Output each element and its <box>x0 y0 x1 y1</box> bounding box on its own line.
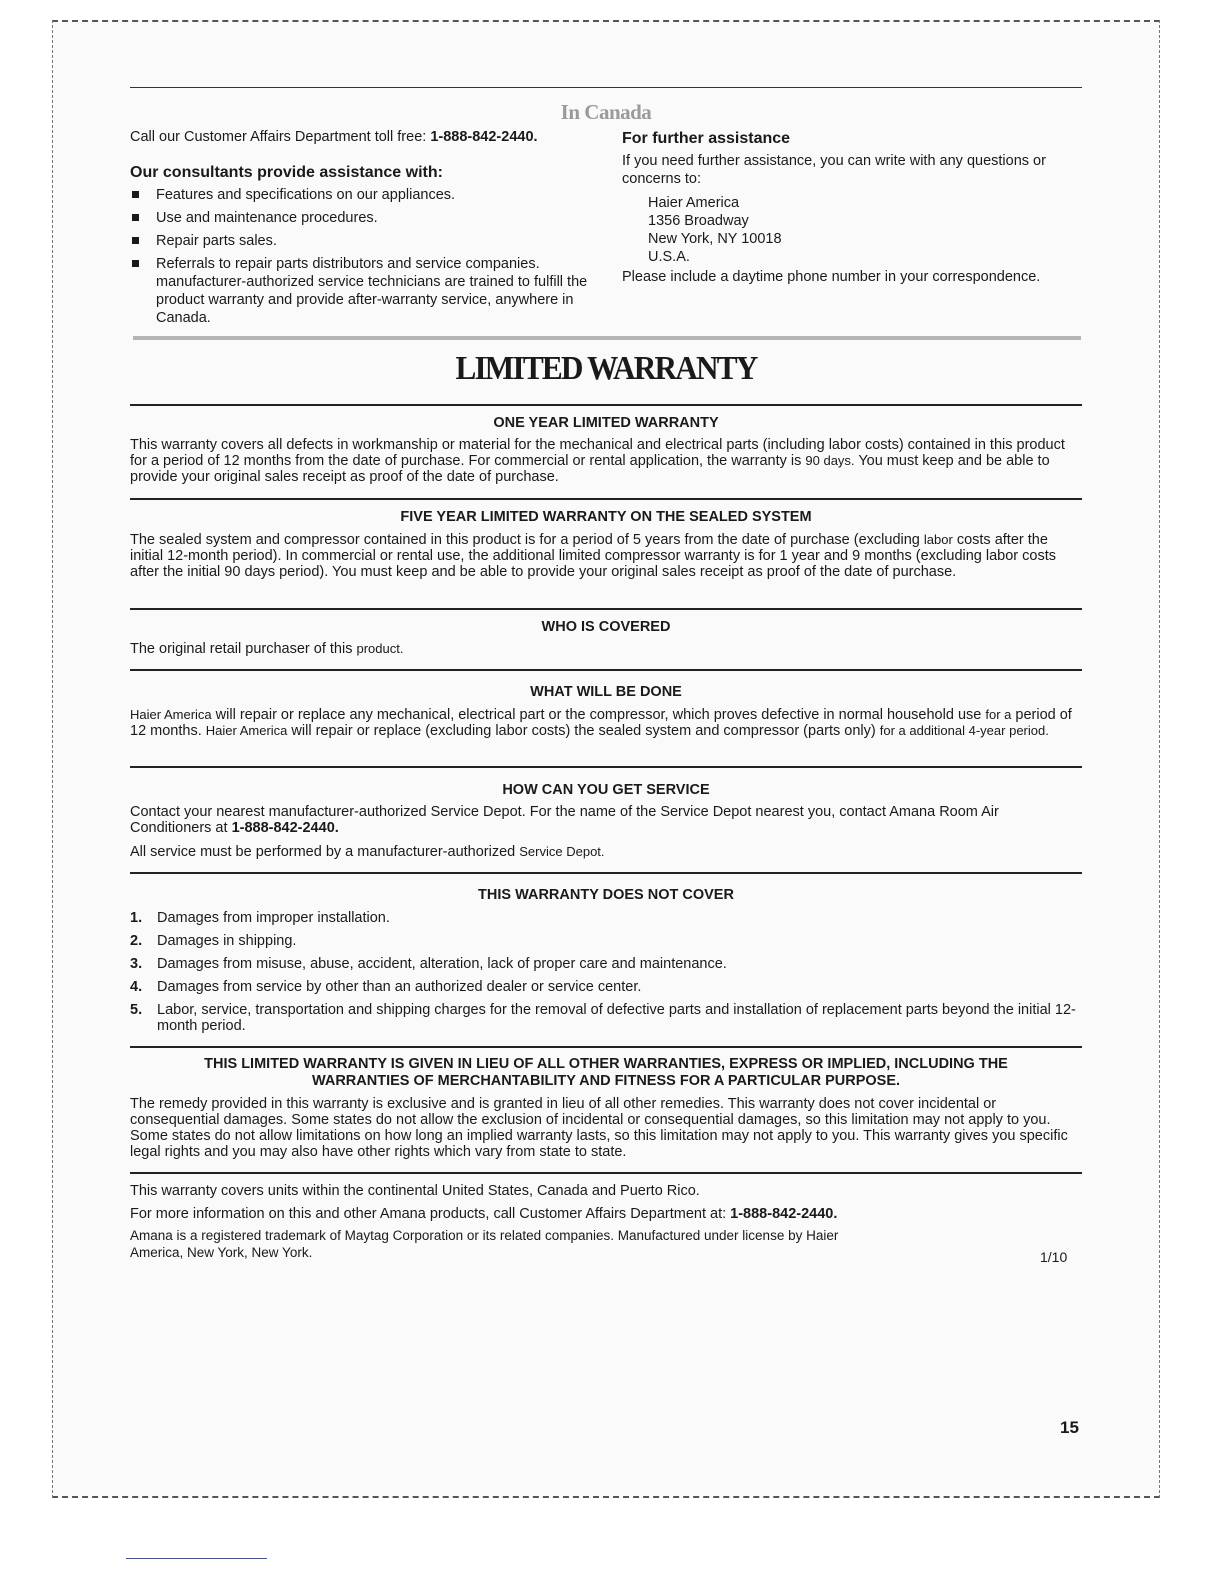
list-item: 1. Damages from improper installation. <box>130 910 390 926</box>
include-phone-text: Please include a daytime phone number in your correspondence. <box>622 269 1041 285</box>
list-item: Features and specifications on our appliances. <box>130 186 600 204</box>
canada-left-column <box>130 128 600 332</box>
coverage-text: This warranty covers units within the continental United States, Canada and Puerto Rico. <box>130 1183 700 1199</box>
list-item: 5. Labor, service, transportation and shipping charges for the removal of defective parts and installation of replacement parts beyond the initial 12-month period. <box>130 1002 1076 1034</box>
what-done-heading: WHAT WILL BE DONE <box>530 684 682 700</box>
not-cover-list-container <box>130 910 1082 1041</box>
call-line: Call our Customer Affairs Department toll free: 1-888-842-2440. <box>130 129 538 145</box>
canada-right-column <box>622 130 1087 286</box>
page-number: 15 <box>1060 1418 1079 1437</box>
what-done-text: Haier America will repair or replace any mechanical, electrical part or the compressor, which proves defective in normal household use for a period of 12 months. Haier America will repair or replace (excluding labor costs) the sealed system and compressor (parts only) for a additional 4-year period. <box>130 707 1072 739</box>
address-line: U.S.A. <box>648 249 690 265</box>
five-year-heading: FIVE YEAR LIMITED WARRANTY ON THE SEALED SYSTEM <box>400 509 812 525</box>
list-item: Repair parts sales. <box>130 232 600 250</box>
further-assistance-heading: For further assistance <box>622 130 791 147</box>
divider <box>130 498 1082 500</box>
gray-divider <box>133 336 1081 340</box>
divider <box>130 404 1082 406</box>
divider <box>130 1172 1082 1174</box>
consultants-heading: Our consultants provide assistance with: <box>130 164 443 181</box>
address-line: New York, NY 10018 <box>648 231 782 247</box>
one-year-text: This warranty covers all defects in workmanship or material for the mechanical and electrical parts (including labor costs) contained in this product for a period of 12 months from the date of purchase. For commercial or rental application, the warranty is 90 days. You must keep and be able to provide your original sales receipt as proof of the date of purchase. <box>130 437 1065 485</box>
address-line: Haier America <box>648 195 740 211</box>
not-cover-heading: THIS WARRANTY DOES NOT COVER <box>478 887 734 903</box>
list-item: Referrals to repair parts distributors and service companies. manufacturer-authorized service technicians are trained to fulfill the product warranty and provide after-warranty service, anywhere in Canada. <box>130 255 600 327</box>
get-service-text: Contact your nearest manufacturer-authorized Service Depot. For the name of the Service Depot nearest you, contact Amana Room Air Conditioners at 1-888-842-2440. <box>130 804 999 836</box>
lieu-text: The remedy provided in this warranty is exclusive and is granted in lieu of all other remedies. This warranty does not cover incidental or consequential damages. Some states do not allow the exclusion of incidental or consequential damages, so this limitation may not apply to you. Some states do not allow limitations on how long an implied warranty lasts, so this limitation may not apply to you. This warranty gives you specific legal rights and you may also have other rights which vary from state to state. <box>130 1096 1068 1160</box>
list-item: 4. Damages from service by other than an authorized dealer or service center. <box>130 979 642 995</box>
who-covered-text: The original retail purchaser of this product. <box>130 641 404 657</box>
mailing-address <box>648 194 1087 266</box>
footer-rule <box>126 1558 267 1559</box>
divider <box>130 669 1082 671</box>
assistance-list <box>130 186 600 327</box>
more-info-text: For more information on this and other Amana products, call Customer Affairs Department at: 1-888-842-2440. <box>130 1206 838 1222</box>
divider <box>130 766 1082 768</box>
section-title-canada: In Canada <box>560 100 652 124</box>
list-item: 3. Damages from misuse, abuse, accident, alteration, lack of proper care and maintenance. <box>130 956 727 972</box>
further-assistance-text: If you need further assistance, you can write with any questions or concerns to: <box>622 153 1046 187</box>
one-year-heading: ONE YEAR LIMITED WARRANTY <box>493 415 719 431</box>
call-phone: 1-888-842-2440. <box>430 129 538 145</box>
not-cover-list <box>130 910 1082 1034</box>
list-item: 2. Damages in shipping. <box>130 933 297 949</box>
page-title: LIMITED WARRANTY <box>455 350 757 387</box>
service-requirement-text: All service must be performed by a manufacturer-authorized Service Depot. <box>130 844 605 860</box>
divider <box>130 608 1082 610</box>
date-code: 1/10 <box>1040 1249 1068 1265</box>
trademark-note: Amana is a registered trademark of Maytag Corporation or its related companies. Manufactured under license by Haier America, New York, New York. <box>130 1228 839 1260</box>
list-item: Use and maintenance procedures. <box>130 209 600 227</box>
get-service-heading: HOW CAN YOU GET SERVICE <box>502 782 710 798</box>
address-line: 1356 Broadway <box>648 213 749 229</box>
five-year-text: The sealed system and compressor contained in this product is for a period of 5 years from the date of purchase (excluding labor costs after the initial 12-month period). In commercial or rental use, the additional limited compressor warranty is for 1 year and 9 months (excluding labor costs after the initial 90 days period). You must keep and be able to provide your original sales receipt as proof of the date of purchase. <box>130 532 1057 580</box>
divider <box>130 1046 1082 1048</box>
top-divider <box>130 87 1082 88</box>
divider <box>130 872 1082 874</box>
lieu-heading: THIS LIMITED WARRANTY IS GIVEN IN LIEU OF ALL OTHER WARRANTIES, EXPRESS OR IMPLIED, INCLUDING THE WARRANTIES OF MERCHANTABILITY AND FITNESS FOR A PARTICULAR PURPOSE. <box>204 1056 1008 1089</box>
who-covered-heading: WHO IS COVERED <box>541 619 671 635</box>
